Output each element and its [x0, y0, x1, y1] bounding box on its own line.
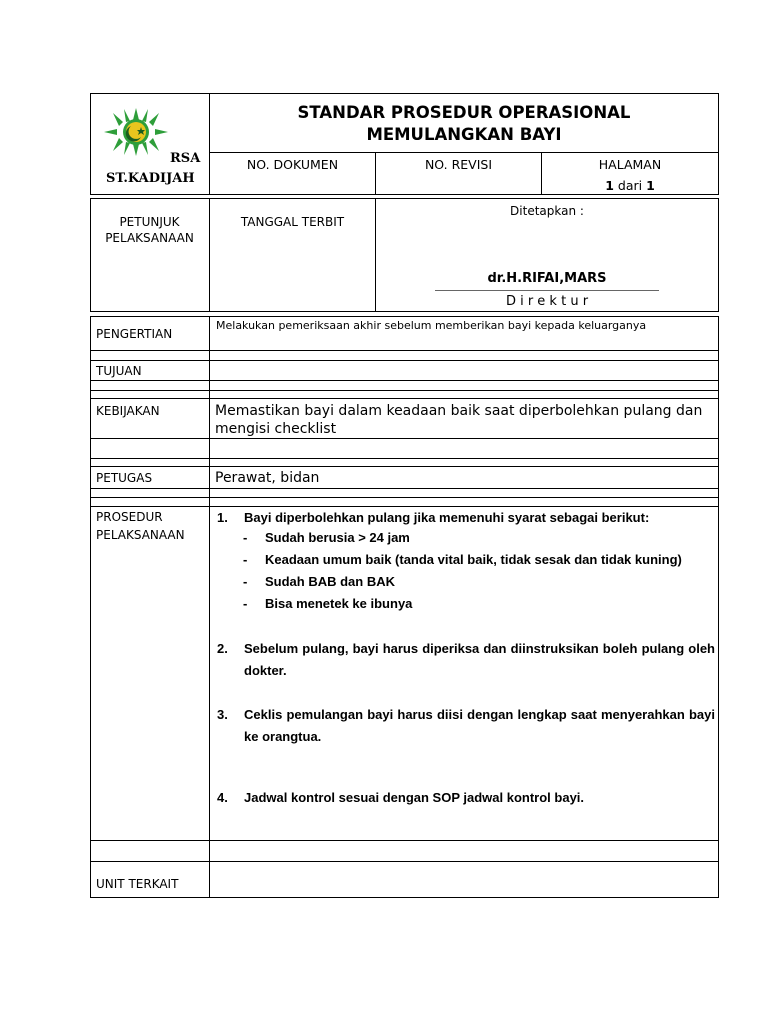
dash: -	[243, 574, 248, 589]
step-text: Bayi diperbolehkan pulang jika memenuhi syarat sebagai berikut:	[244, 510, 650, 525]
step-number: 4.	[217, 790, 228, 805]
revision-label: NO. REVISI	[424, 157, 493, 172]
kebijakan-line1: Memastikan bayi dalam keadaan baik saat diperbolehkan pulang dan	[215, 403, 703, 419]
doc-title-line2: MEMULANGKAN BAYI	[366, 125, 562, 144]
sub-text: Sudah BAB dan BAK	[265, 574, 395, 589]
petugas-text: Perawat, bidan	[215, 470, 320, 486]
doc-number-label: NO. DOKUMEN	[246, 157, 339, 172]
unit-terkait-label: UNIT TERKAIT	[96, 877, 179, 891]
kebijakan-line2: mengisi checklist	[215, 421, 337, 437]
dash: -	[243, 596, 248, 611]
step-number: 2.	[217, 641, 228, 656]
hospital-logo-icon	[100, 106, 172, 158]
procedure-step-4	[217, 787, 715, 809]
pengertian-text: Melakukan pemeriksaan akhir sebelum memberikan bayi kepada keluarganya	[216, 319, 647, 332]
sub-text: Bisa menetek ke ibunya	[265, 596, 413, 611]
signatory-title: D i r e k t u r	[505, 294, 589, 309]
procedure-step-3	[217, 704, 715, 748]
dash: -	[243, 552, 248, 567]
step-text: Sebelum pulang, bayi harus diperiksa dan diinstruksikan boleh pulang oleh dokter.	[244, 641, 715, 678]
sub-text: Sudah berusia > 24 jam	[265, 530, 410, 545]
step-number: 1.	[217, 510, 228, 525]
established-label: Ditetapkan :	[510, 204, 584, 218]
procedure-step-2	[217, 638, 715, 682]
sub-text: Keadaan umum baik (tanda vital baik, tidak sesak dan tidak kuning)	[265, 552, 682, 567]
hospital-name-line2: ST.KADIJAH	[106, 171, 195, 186]
prosedur-label-line1: PROSEDUR	[96, 510, 163, 524]
step-text: Jadwal kontrol sesuai dengan SOP jadwal kontrol bayi.	[244, 790, 585, 805]
issue-date-label: TANGGAL TERBIT	[240, 215, 345, 229]
procedure-step-1	[217, 507, 715, 529]
page-label: HALAMAN	[598, 157, 662, 172]
prosedur-label-line2: PELAKSANAAN	[96, 528, 185, 542]
tujuan-label: TUJUAN	[96, 364, 142, 378]
dash: -	[243, 530, 248, 545]
step-text: Ceklis pemulangan bayi harus diisi dengan lengkap saat menyerahkan bayi ke orangtua.	[244, 707, 715, 744]
petunjuk-label: PETUNJUK	[119, 215, 180, 229]
pelaksanaan-label: PELAKSANAAN	[105, 231, 194, 245]
doc-title-line1: STANDAR PROSEDUR OPERASIONAL	[297, 103, 631, 122]
hospital-name-line1: RSA	[170, 151, 201, 166]
petugas-label: PETUGAS	[96, 471, 153, 485]
step-number: 3.	[217, 707, 228, 722]
kebijakan-label: KEBIJAKAN	[96, 404, 160, 418]
signatory-name: dr.H.RIFAI,MARS	[487, 271, 607, 286]
page-value: 1 dari 1	[605, 178, 655, 193]
pengertian-label: PENGERTIAN	[96, 327, 173, 341]
